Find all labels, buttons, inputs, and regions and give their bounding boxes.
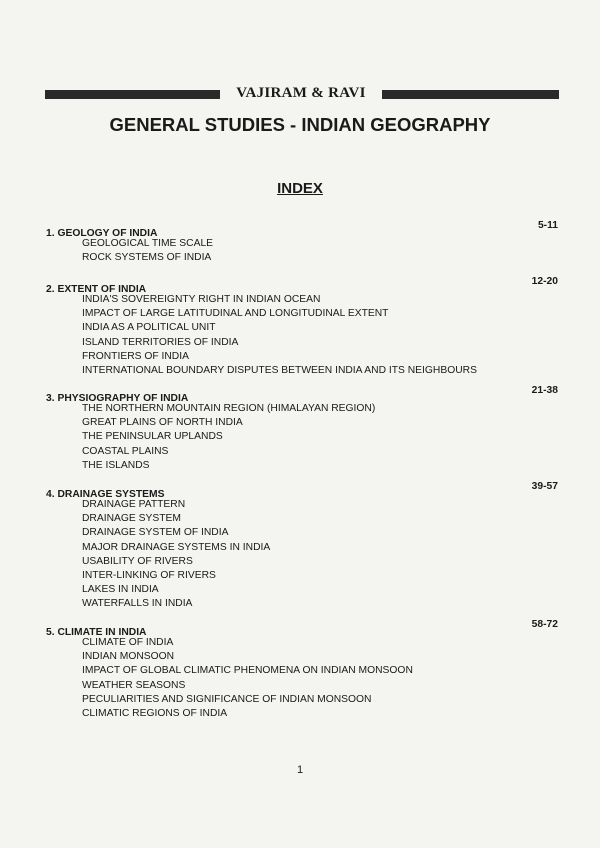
index-heading: INDEX	[277, 180, 323, 197]
institute-name: VAJIRAM & RAVI	[236, 85, 366, 101]
section-page-range: 12-20	[531, 276, 558, 287]
index-entry: IMPACT OF LARGE LATITUDINAL AND LONGITUDINAL EXTENT	[82, 308, 389, 320]
index-section-climate	[46, 619, 560, 721]
index-entry: INDIA'S SOVEREIGNTY RIGHT IN INDIAN OCEAN	[82, 294, 321, 305]
index-entry: GREAT PLAINS OF NORTH INDIA	[82, 417, 243, 429]
index-section-physiography	[46, 385, 560, 473]
index-entry: THE ISLANDS	[82, 459, 150, 471]
index-entry: DRAINAGE SYSTEM	[82, 513, 181, 525]
index-entry: IMPACT OF GLOBAL CLIMATIC PHENOMENA ON INDIAN MONSOON	[82, 665, 413, 677]
index-section-geology	[46, 220, 560, 265]
section-page-range: 58-72	[531, 619, 558, 630]
index-entry: USABILITY OF RIVERS	[82, 555, 193, 567]
banner-bar-left	[45, 90, 220, 99]
document-title: GENERAL STUDIES - INDIAN GEOGRAPHY	[109, 114, 491, 135]
index-entry: CLIMATE OF INDIA	[82, 637, 174, 648]
section-title: 3. PHYSIOGRAPHY OF INDIA	[46, 393, 189, 404]
index-entry: ISLAND TERRITORIES OF INDIA	[82, 336, 239, 348]
section-title: 5. CLIMATE IN INDIA	[46, 627, 147, 638]
index-section-drainage	[46, 481, 560, 612]
index-entry: INDIA AS A POLITICAL UNIT	[82, 322, 216, 334]
index-entry: WEATHER SEASONS	[82, 679, 186, 691]
index-entry: MAJOR DRAINAGE SYSTEMS IN INDIA	[82, 541, 271, 553]
index-entry: DRAINAGE PATTERN	[82, 499, 186, 510]
section-page-range: 39-57	[531, 481, 558, 492]
index-entry: WATERFALLS IN INDIA	[82, 598, 193, 610]
section-title: 4. DRAINAGE SYSTEMS	[46, 489, 165, 500]
page-number: 1	[296, 764, 304, 776]
index-entry: COASTAL PLAINS	[82, 445, 169, 457]
index-entry: THE NORTHERN MOUNTAIN REGION (HIMALAYAN REGION)	[82, 403, 376, 414]
index-entry: FRONTIERS OF INDIA	[82, 350, 189, 362]
index-entry: DRAINAGE SYSTEM OF INDIA	[82, 527, 229, 539]
section-page-range: 21-38	[531, 385, 558, 396]
index-entry: GEOLOGICAL TIME SCALE	[82, 238, 214, 249]
institute-banner	[45, 84, 559, 102]
banner-bar-right	[382, 90, 559, 99]
index-entry: INDIAN MONSOON	[82, 651, 175, 663]
index-section-extent	[46, 276, 560, 378]
section-title: 2. EXTENT OF INDIA	[46, 284, 147, 295]
index-entry: THE PENINSULAR UPLANDS	[82, 431, 223, 443]
index-entry: ROCK SYSTEMS OF INDIA	[82, 252, 212, 264]
index-entry: INTERNATIONAL BOUNDARY DISPUTES BETWEEN INDIA AND ITS NEIGHBOURS	[82, 365, 477, 377]
index-entry: LAKES IN INDIA	[82, 584, 159, 596]
index-entry: INTER-LINKING OF RIVERS	[82, 570, 216, 582]
section-page-range: 5-11	[537, 220, 558, 231]
index-entry: CLIMATIC REGIONS OF INDIA	[82, 708, 228, 720]
section-title: 1. GEOLOGY OF INDIA	[46, 228, 158, 239]
index-entry: PECULIARITIES AND SIGNIFICANCE OF INDIAN MONSOON	[82, 693, 372, 705]
